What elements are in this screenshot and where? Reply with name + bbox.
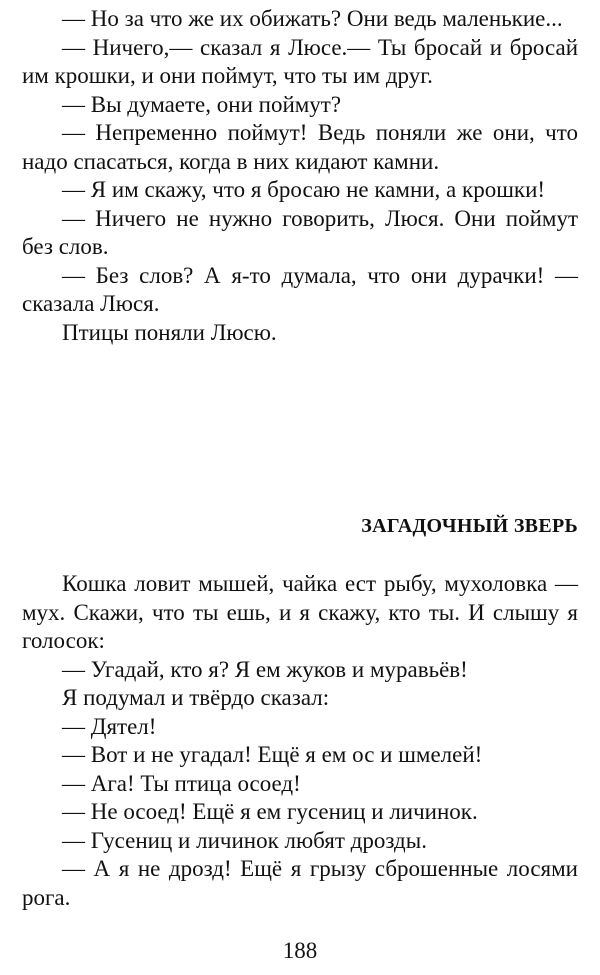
paragraph: — Ага! Ты птица осоед! <box>62 770 301 796</box>
paragraph: — Но за что же их обижать? Они ведь маленькие... <box>62 6 563 31</box>
paragraph: Я подумал и твёрдо сказал: <box>62 685 330 710</box>
story-body <box>22 570 578 912</box>
paragraph: — Ничего не нужно говорить, Люся. Они поймут без слов. <box>22 205 578 259</box>
paragraph: — Без слов? А я-то думала, что они дурачки! — сказала Люся. <box>22 262 578 316</box>
paragraph: Птицы поняли Люсю. <box>62 319 277 345</box>
paragraph: — Вот и не угадал! Ещё я ем ос и шмелей! <box>62 742 483 767</box>
paragraph: — Дятел! <box>62 713 157 739</box>
story-continuation <box>22 5 578 347</box>
paragraph: — Гусениц и личинок любят дрозды. <box>62 827 427 853</box>
page-number: 188 <box>282 938 318 963</box>
story-title: ЗАГАДОЧНЫЙ ЗВЕРЬ <box>361 515 578 537</box>
paragraph: — А я не дрозд! Ещё я грызу сброшенные лосями рога. <box>22 856 578 910</box>
paragraph: — Вы думаете, они поймут? <box>62 91 342 117</box>
paragraph: — Ничего,— сказал я Люсе.— Ты бросай и бросай им крошки, и они поймут, что ты им друг. <box>22 34 578 88</box>
paragraph: — Я им скажу, что я бросаю не камни, а крошки! <box>62 177 546 202</box>
paragraph: — Не осоед! Ещё я ем гусениц и личинок. <box>62 799 478 824</box>
book-page <box>22 0 578 975</box>
paragraph: — Угадай, кто я? Я ем жуков и муравьёв! <box>62 656 468 682</box>
paragraph: — Непременно поймут! Ведь поняли же они, что надо спасаться, когда в них кидают камни. <box>22 120 578 174</box>
paragraph: Кошка ловит мышей, чайка ест рыбу, мухоловка — мух. Скажи, что ты ешь, и я скажу, кто ты. И слышу я голосок: <box>22 571 578 653</box>
